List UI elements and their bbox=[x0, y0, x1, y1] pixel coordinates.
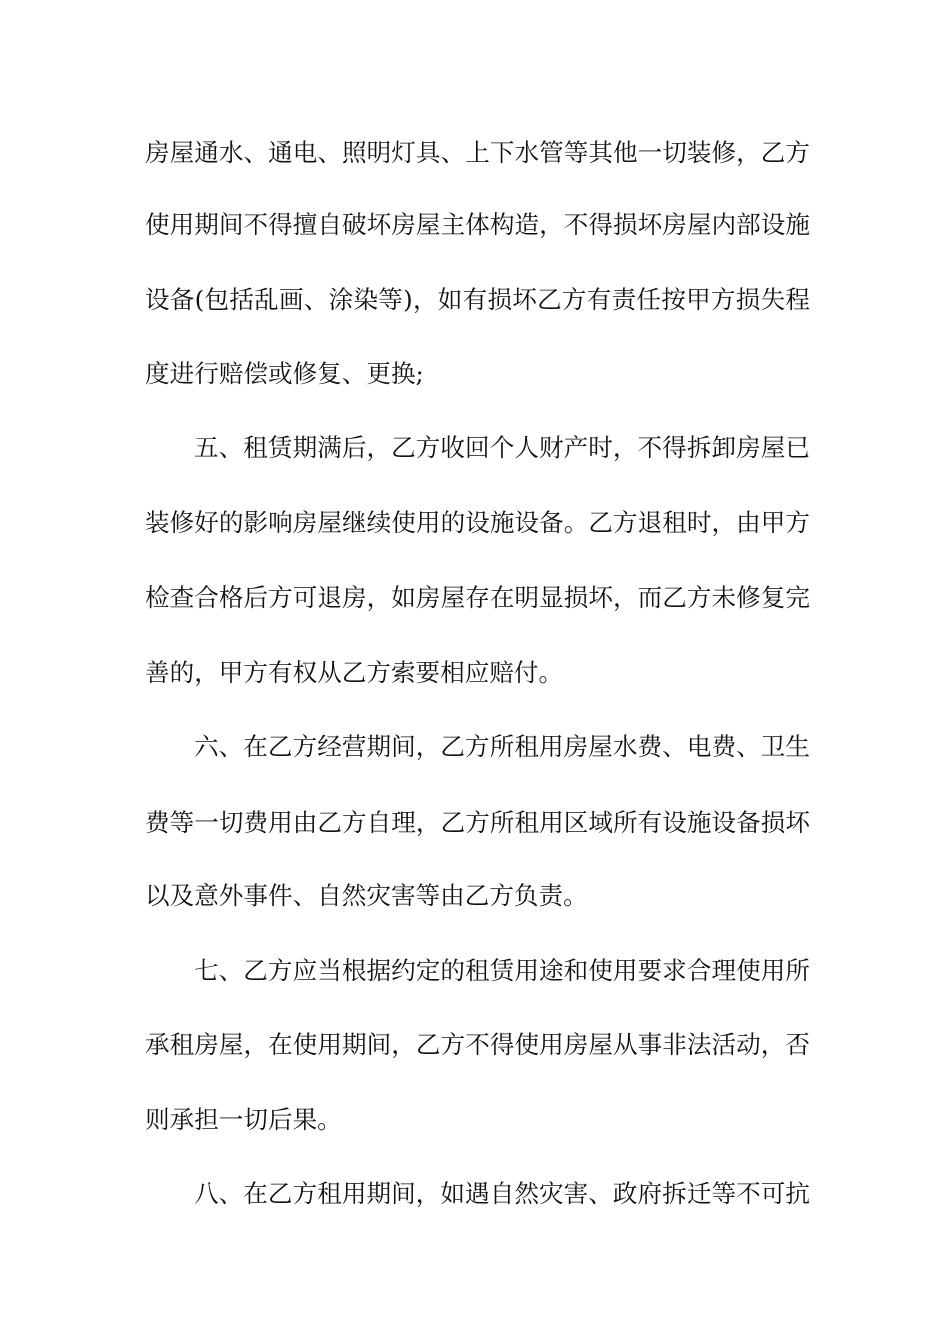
text-line-3: 设备(包括乱画、涂染等)，如有损坏乙方有责任按甲方损失程 bbox=[145, 285, 810, 314]
text-line-12: 七、乙方应当根据约定的租赁用途和使用要求合理使用所 bbox=[194, 956, 810, 985]
text-line-6: 装修好的影响房屋继续使用的设施设备。乙方退租时，由甲方 bbox=[145, 508, 810, 537]
text-line-11: 以及意外事件、自然灾害等由乙方负责。 bbox=[145, 881, 588, 910]
text-line-1: 房屋通水、通电、照明灯具、上下水管等其他一切装修，乙方 bbox=[145, 138, 810, 167]
text-line-2: 使用期间不得擅自破坏房屋主体构造，不得损坏房屋内部设施 bbox=[145, 210, 810, 239]
text-line-14: 则承担一切后果。 bbox=[145, 1105, 342, 1134]
text-line-5: 五、租赁期满后，乙方收回个人财产时，不得拆卸房屋已 bbox=[194, 433, 810, 462]
text-line-7: 检查合格后方可退房，如房屋存在明显损坏，而乙方未修复完 bbox=[145, 583, 810, 612]
text-line-4: 度进行赔偿或修复、更换; bbox=[145, 359, 424, 388]
text-line-15: 八、在乙方租用期间，如遇自然灾害、政府拆迁等不可抗 bbox=[194, 1179, 810, 1208]
text-line-10: 费等一切费用由乙方自理，乙方所租用区域所有设施设备损坏 bbox=[145, 808, 810, 837]
text-line-8: 善的，甲方有权从乙方索要相应赔付。 bbox=[145, 658, 564, 687]
text-line-13: 承租房屋，在使用期间，乙方不得使用房屋从事非法活动，否 bbox=[145, 1030, 810, 1059]
text-line-9: 六、在乙方经营期间，乙方所租用房屋水费、电费、卫生 bbox=[194, 732, 810, 761]
